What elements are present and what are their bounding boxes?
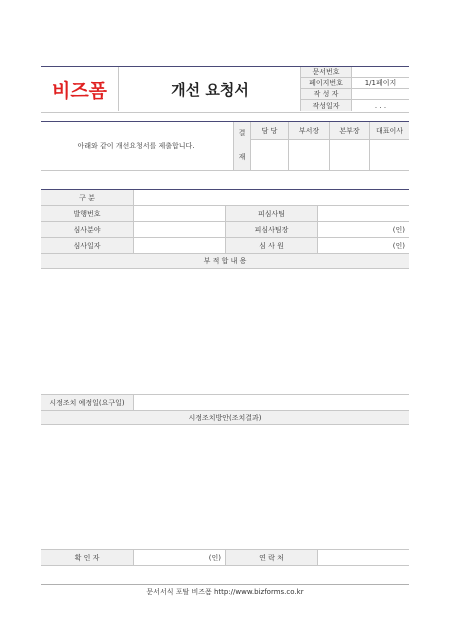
auditor-field[interactable] — [317, 238, 409, 254]
audit-field-value[interactable] — [133, 222, 225, 238]
confirmer-field[interactable] — [133, 550, 225, 566]
category-value[interactable] — [133, 190, 409, 206]
approval-head-ceo: 대표이사 — [369, 122, 409, 140]
audited-team-field[interactable] — [317, 206, 409, 222]
approval-sign-manager[interactable] — [250, 140, 288, 170]
approval-head-dept: 부서장 — [288, 122, 329, 140]
meta-value-date: . . . — [351, 100, 409, 111]
issue-no-label: 발행번호 — [41, 206, 133, 222]
intro-text: 아래와 같이 개선요청서를 제출합니다. — [77, 142, 195, 150]
audited-lead-seal: (인) — [392, 225, 405, 234]
meta-value-author — [351, 89, 409, 100]
meta-value-page-no: 1/1페이지 — [351, 78, 409, 89]
document-title — [120, 67, 300, 111]
audited-lead-field[interactable] — [317, 222, 409, 238]
audit-date-label: 심사일자 — [41, 238, 133, 254]
meta-label-date: 작성일자 — [300, 100, 351, 111]
brand-logo-text: 비즈폼 — [51, 79, 108, 102]
corrective-plan-header: 시정조치방안(조치결과) — [41, 411, 409, 425]
confirmer-label: 확 인 자 — [41, 550, 133, 566]
corrective-plan-body[interactable] — [41, 425, 409, 550]
header-bottom-rule — [41, 112, 409, 113]
nonconformity-header: 부 적 합 내 용 — [41, 254, 409, 269]
approval-sign-dept[interactable] — [288, 140, 329, 170]
meta-label-page-no: 페이지번호 — [300, 78, 351, 89]
meta-table — [300, 67, 409, 112]
meta-label-doc-no: 문서번호 — [300, 67, 351, 78]
issue-no-field[interactable] — [133, 206, 225, 222]
due-date-label: 시정조치 예정일(요구일) — [41, 395, 133, 411]
due-date-field[interactable] — [133, 395, 409, 411]
meta-value-doc-no — [351, 67, 409, 78]
approval-sign-ceo[interactable] — [369, 140, 409, 170]
meta-label-author: 작 성 자 — [300, 89, 351, 100]
approval-box — [233, 122, 409, 170]
nonconformity-body[interactable] — [41, 269, 409, 395]
intro-bottom-rule — [41, 170, 409, 171]
confirmer-seal: (인) — [208, 553, 221, 562]
approval-side-bottom: 재 — [233, 144, 250, 170]
approval-side-top: 결 — [233, 122, 250, 144]
brand-logo — [41, 67, 119, 111]
contact-field[interactable] — [317, 550, 409, 566]
category-label: 구 분 — [41, 190, 133, 206]
document-title-text: 개선 요청서 — [171, 80, 249, 99]
approval-head-division: 본부장 — [329, 122, 369, 140]
audit-field-label: 심사분야 — [41, 222, 133, 238]
footer-text: 문서서식 포탈 비즈폼 http://www.bizforms.co.kr — [146, 588, 304, 596]
audit-date-field[interactable] — [133, 238, 225, 254]
audited-lead-label: 피심사팀장 — [225, 222, 317, 238]
auditor-seal: (인) — [392, 241, 405, 250]
footer-rule — [41, 584, 409, 585]
auditor-label: 심 사 원 — [225, 238, 317, 254]
audited-team-label: 피심사팀 — [225, 206, 317, 222]
approval-head-manager: 담 당 — [250, 122, 288, 140]
approval-sign-division[interactable] — [329, 140, 369, 170]
contact-label: 연 락 처 — [225, 550, 317, 566]
